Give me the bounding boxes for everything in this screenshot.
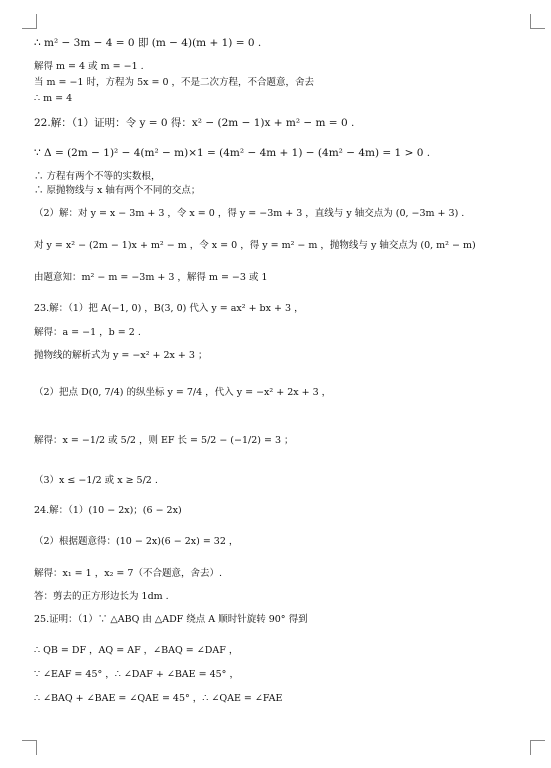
text-line: （2）解：对 y = x − 3m + 3 ，令 x = 0 ，得 y = −3m + 3 ，直线与 y 轴交点为 (0, −3m + 3) . bbox=[34, 208, 465, 219]
text-line: ∴ m² − 3m − 4 = 0 即 (m − 4)(m + 1) = 0 . bbox=[34, 37, 262, 49]
text-line: 抛物线的解析式为 y = −x² + 2x + 3 ； bbox=[34, 350, 208, 361]
text-line: 答：剪去的正方形边长为 1dm . bbox=[34, 591, 169, 602]
text-line: ∵ Δ = (2m − 1)² − 4(m² − m)×1 = (4m² − 4m + 1) − (4m² − 4m) = 1 > 0 . bbox=[34, 147, 431, 159]
text-line: ∴ 方程有两个不等的实数根， bbox=[34, 171, 161, 182]
text-line: （3）x ≤ −1/2 或 x ≥ 5/2 . bbox=[34, 475, 158, 486]
crop-mark-bottom-right bbox=[530, 740, 545, 755]
text-line: ∴ 原抛物线与 x 轴有两个不同的交点； bbox=[34, 185, 201, 196]
crop-mark-top-left bbox=[22, 14, 37, 29]
text-line: 由题意知：m² − m = −3m + 3 ，解得 m = −3 或 1 bbox=[34, 272, 268, 283]
text-line: 解得 m = 4 或 m = −1 . bbox=[34, 61, 144, 72]
text-line: 解得：a = −1 ，b = 2 . bbox=[34, 327, 141, 338]
crop-mark-top-right bbox=[530, 14, 545, 29]
text-line: 解得：x = −1/2 或 5/2 ，则 EF 长 = 5/2 − (−1/2) = 3 ； bbox=[34, 435, 294, 446]
text-line: 25.证明：（1）∵ △ABQ 由 △ADF 绕点 A 顺时针旋转 90° 得到 bbox=[34, 614, 308, 625]
crop-mark-bottom-left bbox=[22, 740, 37, 755]
text-line: ∴ QB = DF ，AQ = AF ，∠BAQ = ∠DAF ， bbox=[34, 645, 239, 656]
text-line: （2）把点 D(0, 7/4) 的纵坐标 y = 7/4 ，代入 y = −x² + 2x + 3 ， bbox=[34, 387, 332, 398]
text-line: ∴ m = 4 bbox=[34, 93, 73, 104]
text-line: ∵ ∠EAF = 45° ，∴ ∠DAF + ∠BAE = 45° ， bbox=[34, 669, 239, 680]
text-line: 23.解：（1）把 A(−1, 0) ，B(3, 0) 代入 y = ax² + bx + 3 ， bbox=[34, 303, 304, 314]
text-line: （2）根据题意得：(10 − 2x)(6 − 2x) = 32 ， bbox=[34, 536, 239, 547]
text-line: ∴ ∠BAQ + ∠BAE = ∠QAE = 45° ，∴ ∠QAE = ∠FAE bbox=[34, 693, 283, 704]
text-line: 解得：x₁ = 1 ，x₂ = 7（不合题意，舍去）. bbox=[34, 568, 222, 579]
text-line: 对 y = x² − (2m − 1)x + m² − m ，令 x = 0 ，得 y = m² − m ，抛物线与 y 轴交点为 (0, m² − m) bbox=[34, 240, 476, 251]
text-line: 当 m = −1 时，方程为 5x = 0 ，不是二次方程，不合题意，舍去 bbox=[34, 77, 315, 88]
text-line: 24.解：（1）(10 − 2x)；(6 − 2x) bbox=[34, 505, 182, 516]
text-line: 22.解：（1）证明：令 y = 0 得：x² − (2m − 1)x + m² − m = 0 . bbox=[34, 117, 355, 129]
